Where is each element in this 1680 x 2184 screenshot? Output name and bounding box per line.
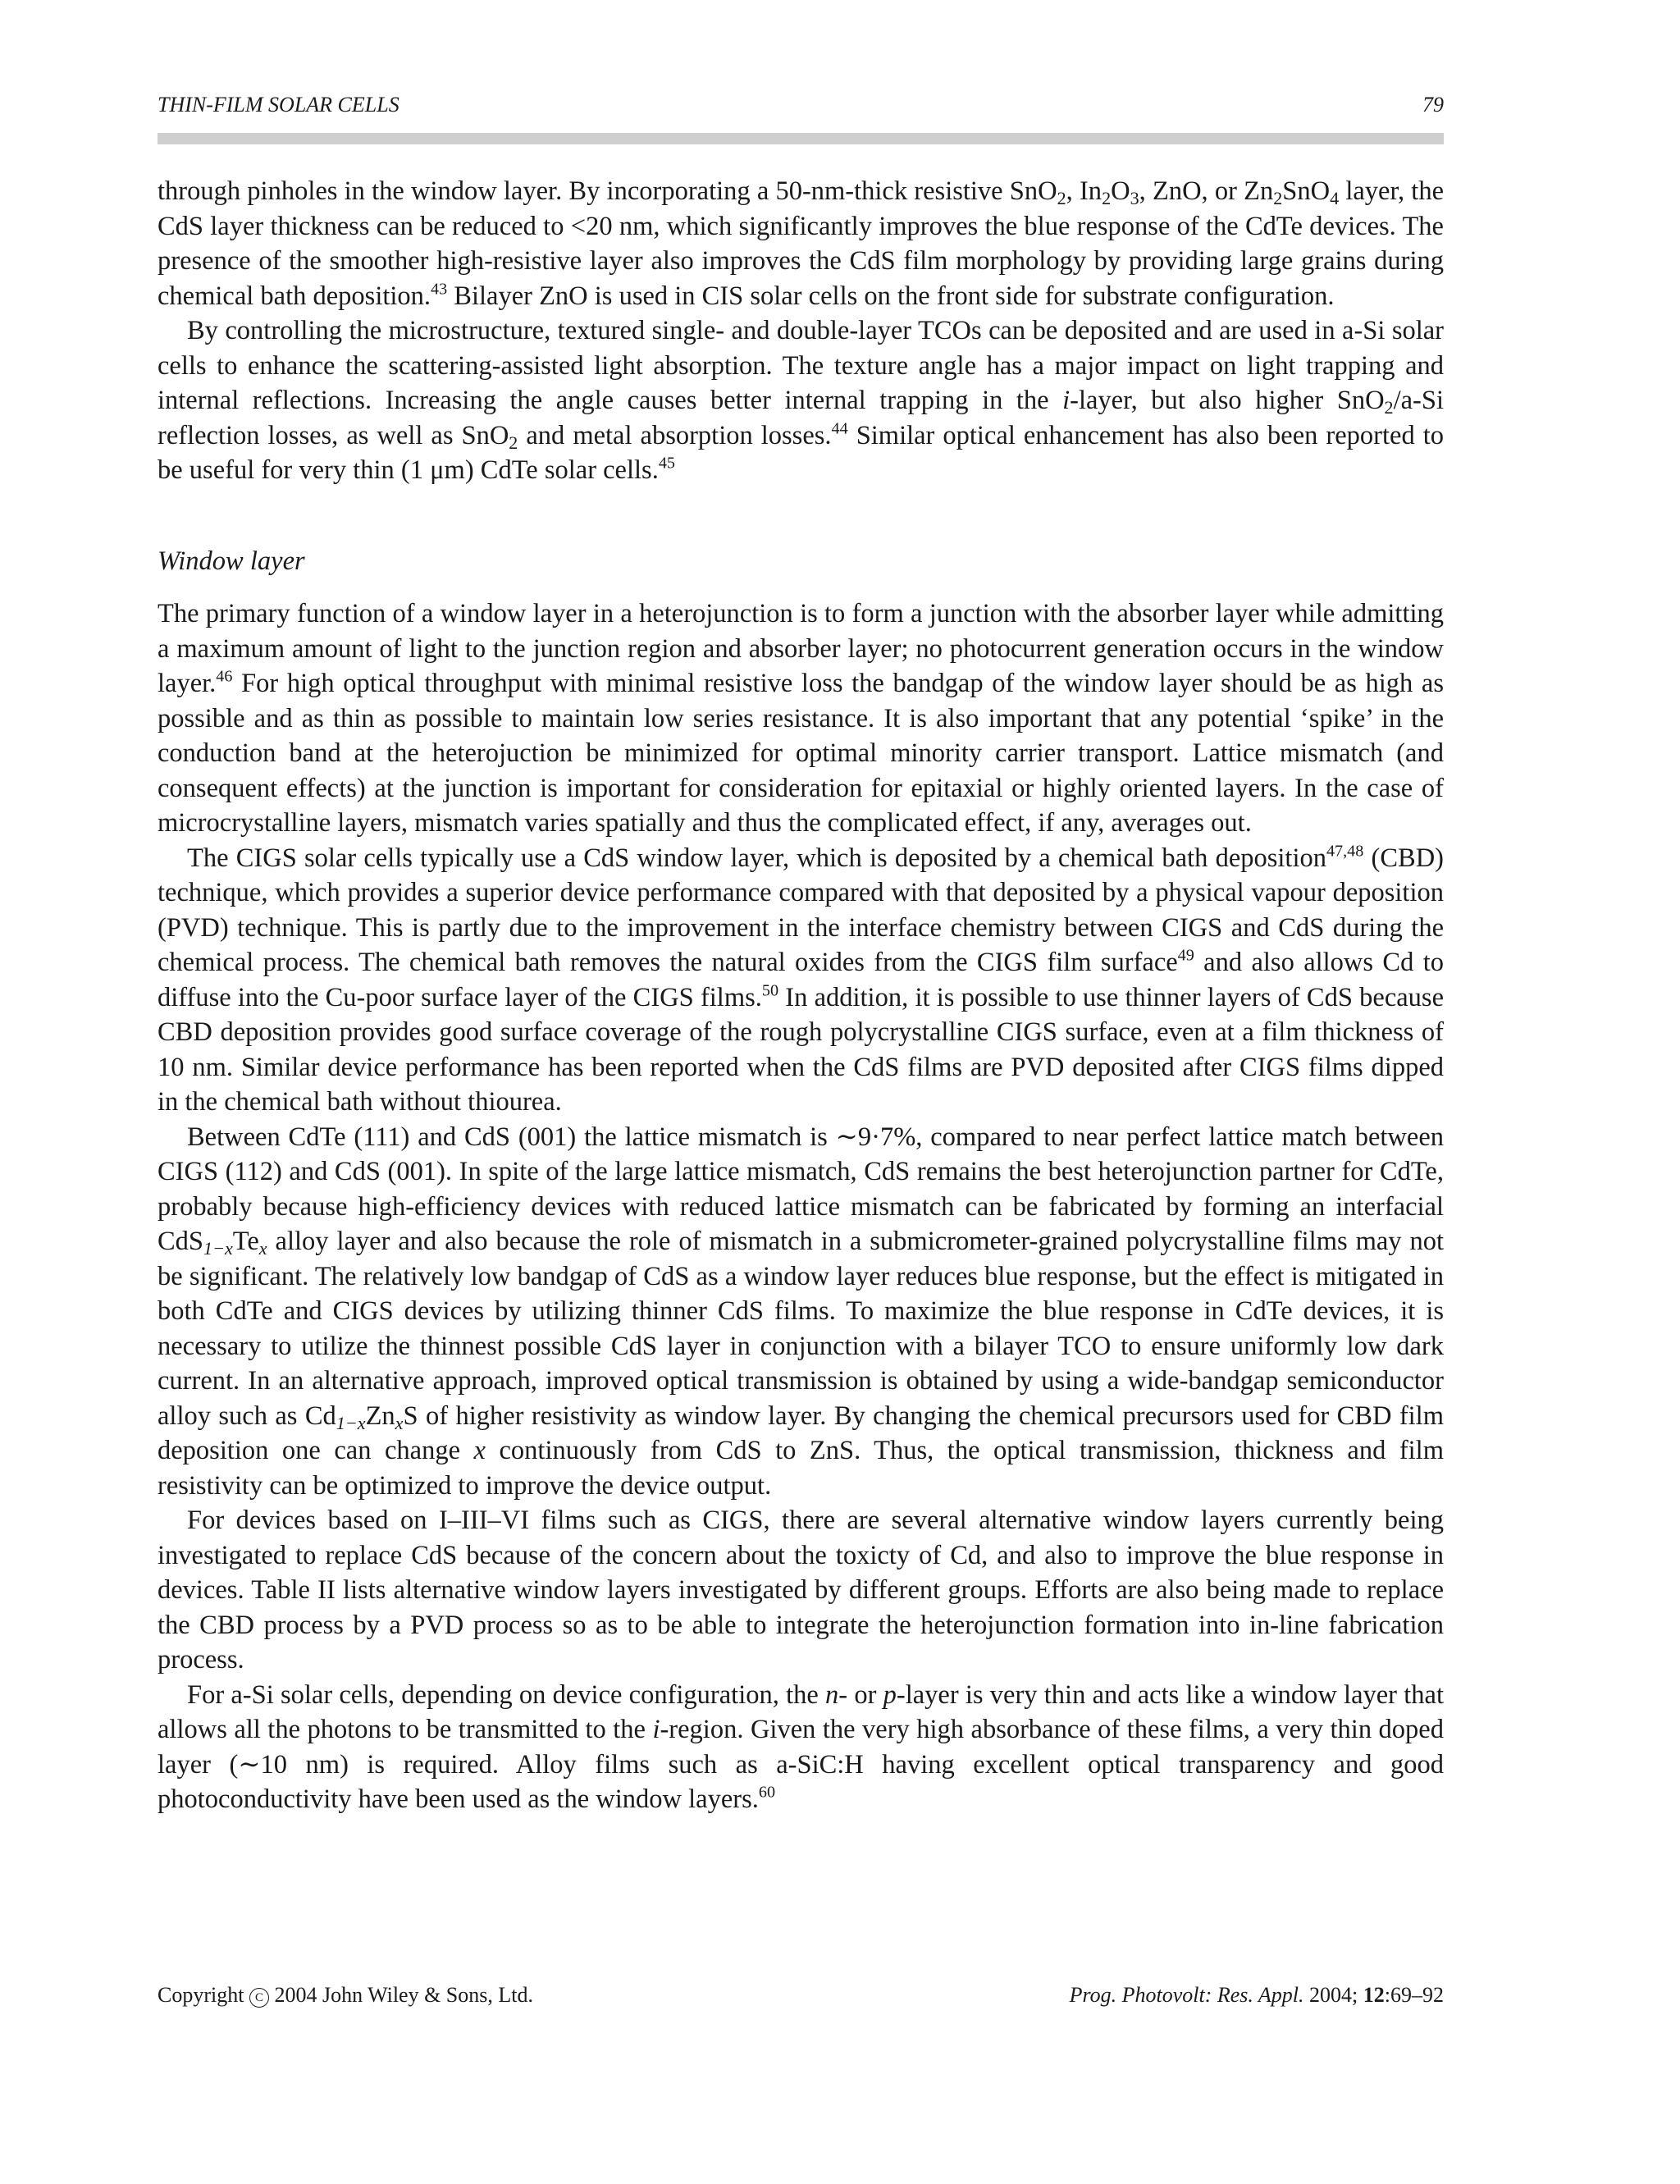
paragraph-4: The CIGS solar cells typically use a CdS window layer, which is deposited by a chemical bath deposition$^{47,48}$ (CBD) technique, which provides a superior device performance compared with that deposited by a physical vapour deposition (PVD) technique. This is partly due to the improvement in the interface chemistry between CIGS and CdS during the chemical process. The chemical bath removes the natural oxides from the CIGS film surface$^{49}$ and also allows Cd to diffuse into the Cu-poor surface layer of the CIGS films.$^{50}$ In addition, it is possible to use thinner layers of CdS because CBD deposition provides good surface coverage of the rough polycrystalline CIGS surface, even at a film thickness of 10 nm. Similar device performance has been reported when the CdS films are PVD deposited after CIGS films dipped in the chemical bath without thiourea. [158, 842, 1444, 1117]
citation-ref: 45 [658, 454, 675, 473]
page-number: 79 [1422, 93, 1444, 117]
citation-ref: 49 [1177, 946, 1194, 965]
paragraph-2: By controlling the microstructure, textured single- and double-layer TCOs can be deposited and are used in a-Si solar cells to enhance the scattering-assisted light absorption. The texture angle has a major impact on light trapping and internal reflections. Increasing the angle causes better internal trapping in the i-layer, but also higher SnO$_2$/a-Si reflection losses, as well as SnO$_2$ and metal absorption losses.$^{44}$ Similar optical enhancement has also been reported to be useful for very thin (1 μm) CdTe solar cells.$^{45}$ [158, 316, 1444, 485]
journal-citation: Prog. Photovolt: Res. Appl. 2004; 12:69–92 [1069, 1983, 1444, 2007]
article-body [158, 174, 1444, 1817]
citation-ref: 50 [761, 981, 779, 1000]
paragraph-1: through pinholes in the window layer. By incorporating a 50-nm-thick resistive SnO$_2$, $In_2O_3$, ZnO, or $Zn_2SnO_4$ layer, the CdS layer thickness can be reduced to <20 nm, which significantly improves the blue response of the CdTe devices. The presence of the smoother high-resistive layer also improves the CdS film morphology by providing large grains during chemical bath deposition.$^{43}$ Bilayer ZnO is used in CIS solar cells on the front side for substrate configuration. [158, 176, 1445, 311]
paragraph-6: For devices based on I–III–VI films such as CIGS, there are several alternative window layers currently being investigated to replace CdS because of the concern about the toxicty of Cd, and also to improve the blue response in devices. Table II lists alternative window layers investigated by different groups. Efforts are also being made to replace the CBD process by a PVD process so as to be able to integrate the heterojunction formation into in-line fabrication process. [158, 1505, 1444, 1675]
header-rule [158, 133, 1444, 144]
citation-ref: 43 [431, 280, 448, 299]
citation-ref: 60 [758, 1783, 776, 1802]
paragraph-3: The primary function of a window layer in a heterojunction is to form a junction with the absorber layer while admitting a maximum amount of light to the junction region and absorber layer; no photocurrent generation occurs in the window layer.$^{46}$ For high optical throughput with minimal resistive loss the bandgap of the window layer should be as high as possible and as thin as possible to maintain low series resistance. It is also important that any potential ‘spike’ in the conduction band at the heterojuction be minimized for optimal minority carrier transport. Lattice mismatch (and consequent effects) at the junction is important for consideration for epitaxial or highly oriented layers. In the case of microcrystalline layers, mismatch varies spatially and thus the complicated effect, if any, averages out. [158, 599, 1444, 838]
copyright-icon: C [249, 1988, 269, 2008]
citation-ref: 44 [831, 419, 848, 438]
citation-ref: 47,48 [1326, 842, 1364, 861]
citation-ref: 46 [216, 667, 233, 686]
paragraph-5: Between CdTe (111) and CdS (001) the lattice mismatch is ∼9·7%, compared to near perfect lattice match between CIGS (112) and CdS (001). In spite of the large lattice mismatch, CdS remains the best heterojunction partner for CdTe, probably because high-efficiency devices with reduced lattice mismatch can be fabricated by forming an interfacial $CdS_{1-x}Te_x$ alloy layer and also because the role of mismatch in a submicrometer-grained polycrystalline films may not be significant. The relatively low bandgap of CdS as a window layer reduces blue response, but the effect is mitigated in both CdTe and CIGS devices by utilizing thinner CdS films. To maximize the blue response in CdTe devices, it is necessary to utilize the thinnest possible CdS layer in conjunction with a bilayer TCO to ensure uniformly low dark current. In an alternative approach, improved optical transmission is obtained by using a wide-bandgap semiconductor alloy such as $Cd_{1-x}Zn_xS$ of higher resistivity as window layer. By changing the chemical precursors used for CBD film deposition one can change x continuously from CdS to ZnS. Thus, the optical transmission, thickness and film resistivity can be optimized to improve the device output. [158, 1122, 1444, 1501]
section-heading: Window layer [158, 546, 305, 576]
copyright-line: Copyright C 2004 John Wiley & Sons, Ltd. [158, 1983, 533, 2007]
paragraph-7: For a-Si solar cells, depending on device configuration, the n- or p-layer is very thin and acts like a window layer that allows all the photons to be transmitted to the i-region. Given the very high absorbance of these films, a very thin doped layer (∼10 nm) is required. Alloy films such as a-SiC:H having excellent optical transparency and good photoconductivity have been used as the window layers.$^{60}$ [158, 1679, 1444, 1814]
running-title: THIN-FILM SOLAR CELLS [158, 93, 399, 117]
